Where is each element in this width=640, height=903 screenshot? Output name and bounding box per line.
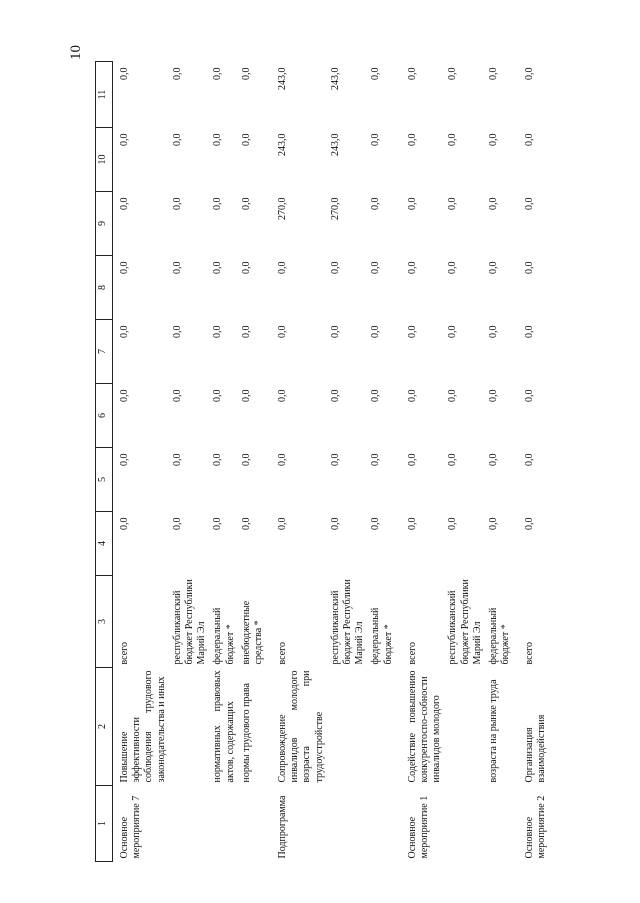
- value-cell: 270,0: [329, 197, 341, 220]
- row-title-cell: возраста на рынке труда: [487, 679, 499, 783]
- value-cell: 0,0: [240, 389, 252, 402]
- value-cell: 0,0: [370, 197, 382, 210]
- value-cell: 0,0: [212, 325, 224, 338]
- value-cell: 270,0: [277, 197, 289, 220]
- column-header-5: 5: [96, 448, 113, 512]
- row-code-cell: Основное мероприятие 7: [119, 795, 143, 859]
- value-cell: 0,0: [406, 67, 418, 80]
- column-header-4: 4: [96, 512, 113, 576]
- value-cell: 0,0: [212, 389, 224, 402]
- value-cell: 0,0: [240, 517, 252, 530]
- value-cell: 0,0: [524, 197, 536, 210]
- value-cell: 0,0: [240, 197, 252, 210]
- table-body: [113, 62, 551, 862]
- row-code-cell: [328, 786, 369, 862]
- value-cell: 0,0: [487, 197, 499, 210]
- funding-source-cell: республиканский бюджет Республики Марий Эл: [329, 579, 366, 665]
- row-title-cell: Содействие повышению конкурентоспо-собности инвалидов молодого: [406, 670, 443, 783]
- value-cell: 0,0: [447, 389, 459, 402]
- value-cell: 0,0: [171, 197, 183, 210]
- value-cell: 0,0: [406, 133, 418, 146]
- value-cell: 243,0: [277, 133, 289, 156]
- value-cell: 0,0: [240, 133, 252, 146]
- value-cell: 0,0: [447, 325, 459, 338]
- value-cell: 0,0: [524, 133, 536, 146]
- value-cell: 0,0: [240, 261, 252, 274]
- funding-source-cell: всего: [406, 641, 418, 665]
- funding-source-cell: республиканский бюджет Республики Марий Эл: [447, 579, 483, 665]
- funding-source-cell: всего: [524, 641, 536, 665]
- row-code-cell: [445, 786, 486, 862]
- value-cell: 0,0: [447, 453, 459, 466]
- value-cell: 0,0: [370, 325, 382, 338]
- funding-source-cell: федеральный бюджет *: [487, 607, 512, 665]
- row-code-cell: [486, 786, 514, 862]
- value-cell: 0,0: [329, 389, 341, 402]
- value-cell: 0,0: [370, 517, 382, 530]
- table-row: [210, 62, 238, 862]
- value-cell: 0,0: [119, 453, 130, 466]
- value-cell: 0,0: [119, 517, 130, 530]
- column-header-2: 2: [96, 668, 113, 786]
- value-cell: 0,0: [524, 67, 536, 80]
- value-cell: 0,0: [329, 325, 341, 338]
- value-cell: 0,0: [487, 453, 499, 466]
- table-row: [113, 62, 170, 862]
- value-cell: 0,0: [277, 261, 289, 274]
- value-cell: 0,0: [406, 197, 418, 210]
- value-cell: 0,0: [447, 197, 459, 210]
- column-header-7: 7: [96, 320, 113, 384]
- row-title-cell: нормативных правовых актов, содержащих: [212, 670, 236, 783]
- table-row: [267, 62, 328, 862]
- value-cell: 0,0: [406, 261, 418, 274]
- value-cell: 243,0: [329, 67, 341, 90]
- value-cell: 0,0: [277, 453, 289, 466]
- row-code-cell: Подпрограмма: [277, 795, 289, 859]
- value-cell: 0,0: [212, 453, 224, 466]
- value-cell: 0,0: [487, 67, 499, 80]
- value-cell: 0,0: [370, 453, 382, 466]
- value-cell: 0,0: [240, 67, 252, 80]
- value-cell: 0,0: [524, 389, 536, 402]
- value-cell: 0,0: [171, 389, 183, 402]
- table-row: [239, 62, 267, 862]
- value-cell: 0,0: [406, 453, 418, 466]
- funding-source-cell: федеральный бюджет *: [212, 607, 236, 665]
- value-cell: 0,0: [447, 261, 459, 274]
- funding-source-cell: республиканский бюджет Республики Марий Эл: [171, 579, 208, 665]
- value-cell: 0,0: [171, 453, 183, 466]
- value-cell: 0,0: [277, 517, 289, 530]
- value-cell: 0,0: [240, 453, 252, 466]
- value-cell: 0,0: [171, 325, 183, 338]
- value-cell: 0,0: [524, 453, 536, 466]
- funding-source-cell: всего: [277, 641, 289, 665]
- value-cell: 0,0: [329, 517, 341, 530]
- value-cell: 0,0: [370, 261, 382, 274]
- value-cell: 0,0: [119, 325, 130, 338]
- value-cell: 0,0: [524, 517, 536, 530]
- row-code-cell: Основное мероприятие 2: [524, 795, 548, 859]
- table-row: [486, 62, 514, 862]
- column-header-6: 6: [96, 384, 113, 448]
- page-number: 10: [68, 45, 84, 60]
- row-title-cell: [328, 668, 369, 786]
- funding-source-cell: всего: [119, 641, 130, 665]
- value-cell: 0,0: [212, 197, 224, 210]
- value-cell: 0,0: [119, 67, 130, 80]
- row-title-cell: Повышение эффективности соблюдения трудового законодательства и иных: [119, 670, 167, 783]
- value-cell: 0,0: [329, 453, 341, 466]
- value-cell: 0,0: [212, 67, 224, 80]
- table-row: [328, 62, 369, 862]
- column-header-11: 11: [96, 62, 113, 128]
- column-header-8: 8: [96, 256, 113, 320]
- row-title-cell: [170, 668, 211, 786]
- value-cell: 0,0: [406, 517, 418, 530]
- row-title-cell: [445, 668, 486, 786]
- column-header-1: 1: [96, 786, 113, 862]
- funding-source-cell: федеральный бюджет *: [370, 607, 394, 665]
- funding-source-cell: внебюджетные средства *: [240, 600, 264, 665]
- row-title-cell: [368, 668, 396, 786]
- table-row: [170, 62, 211, 862]
- rotated-page: [95, 62, 555, 862]
- value-cell: 0,0: [447, 133, 459, 146]
- column-header-9: 9: [96, 192, 113, 256]
- value-cell: 0,0: [487, 261, 499, 274]
- row-code-cell: [170, 786, 211, 862]
- value-cell: 0,0: [277, 325, 289, 338]
- table-row: [368, 62, 396, 862]
- value-cell: 0,0: [487, 389, 499, 402]
- budget-table: [95, 61, 551, 862]
- value-cell: 0,0: [447, 517, 459, 530]
- value-cell: 0,0: [171, 133, 183, 146]
- table-row: [397, 62, 446, 862]
- value-cell: 0,0: [119, 261, 130, 274]
- value-cell: 0,0: [212, 133, 224, 146]
- value-cell: 0,0: [212, 261, 224, 274]
- table-row: [514, 62, 550, 862]
- value-cell: 0,0: [487, 325, 499, 338]
- value-cell: 0,0: [487, 133, 499, 146]
- value-cell: 0,0: [171, 261, 183, 274]
- value-cell: 0,0: [370, 133, 382, 146]
- value-cell: 0,0: [240, 325, 252, 338]
- value-cell: 0,0: [212, 517, 224, 530]
- value-cell: 0,0: [370, 389, 382, 402]
- value-cell: 0,0: [406, 325, 418, 338]
- row-title-cell: Организация взаимодействия: [524, 714, 548, 783]
- value-cell: 0,0: [329, 261, 341, 274]
- value-cell: 0,0: [171, 517, 183, 530]
- value-cell: 0,0: [119, 389, 130, 402]
- row-code-cell: [210, 786, 238, 862]
- table-header: [96, 62, 113, 862]
- value-cell: 0,0: [119, 197, 130, 210]
- value-cell: 0,0: [447, 67, 459, 80]
- value-cell: 0,0: [524, 325, 536, 338]
- row-title-cell: Сопровождение инвалидов молодого возраста при трудоустройстве: [277, 670, 325, 783]
- row-title-cell: нормы трудового права: [240, 683, 252, 783]
- row-code-cell: [239, 786, 267, 862]
- value-cell: 0,0: [370, 67, 382, 80]
- value-cell: 0,0: [171, 67, 183, 80]
- row-code-cell: Основное мероприятие 1: [406, 795, 430, 859]
- value-cell: 0,0: [277, 389, 289, 402]
- table-row: [445, 62, 486, 862]
- value-cell: 0,0: [524, 261, 536, 274]
- column-header-3: 3: [96, 576, 113, 668]
- value-cell: 243,0: [277, 67, 289, 90]
- value-cell: 0,0: [406, 389, 418, 402]
- value-cell: 243,0: [329, 133, 341, 156]
- value-cell: 0,0: [487, 517, 499, 530]
- row-code-cell: [368, 786, 396, 862]
- column-header-10: 10: [96, 128, 113, 192]
- value-cell: 0,0: [119, 133, 130, 146]
